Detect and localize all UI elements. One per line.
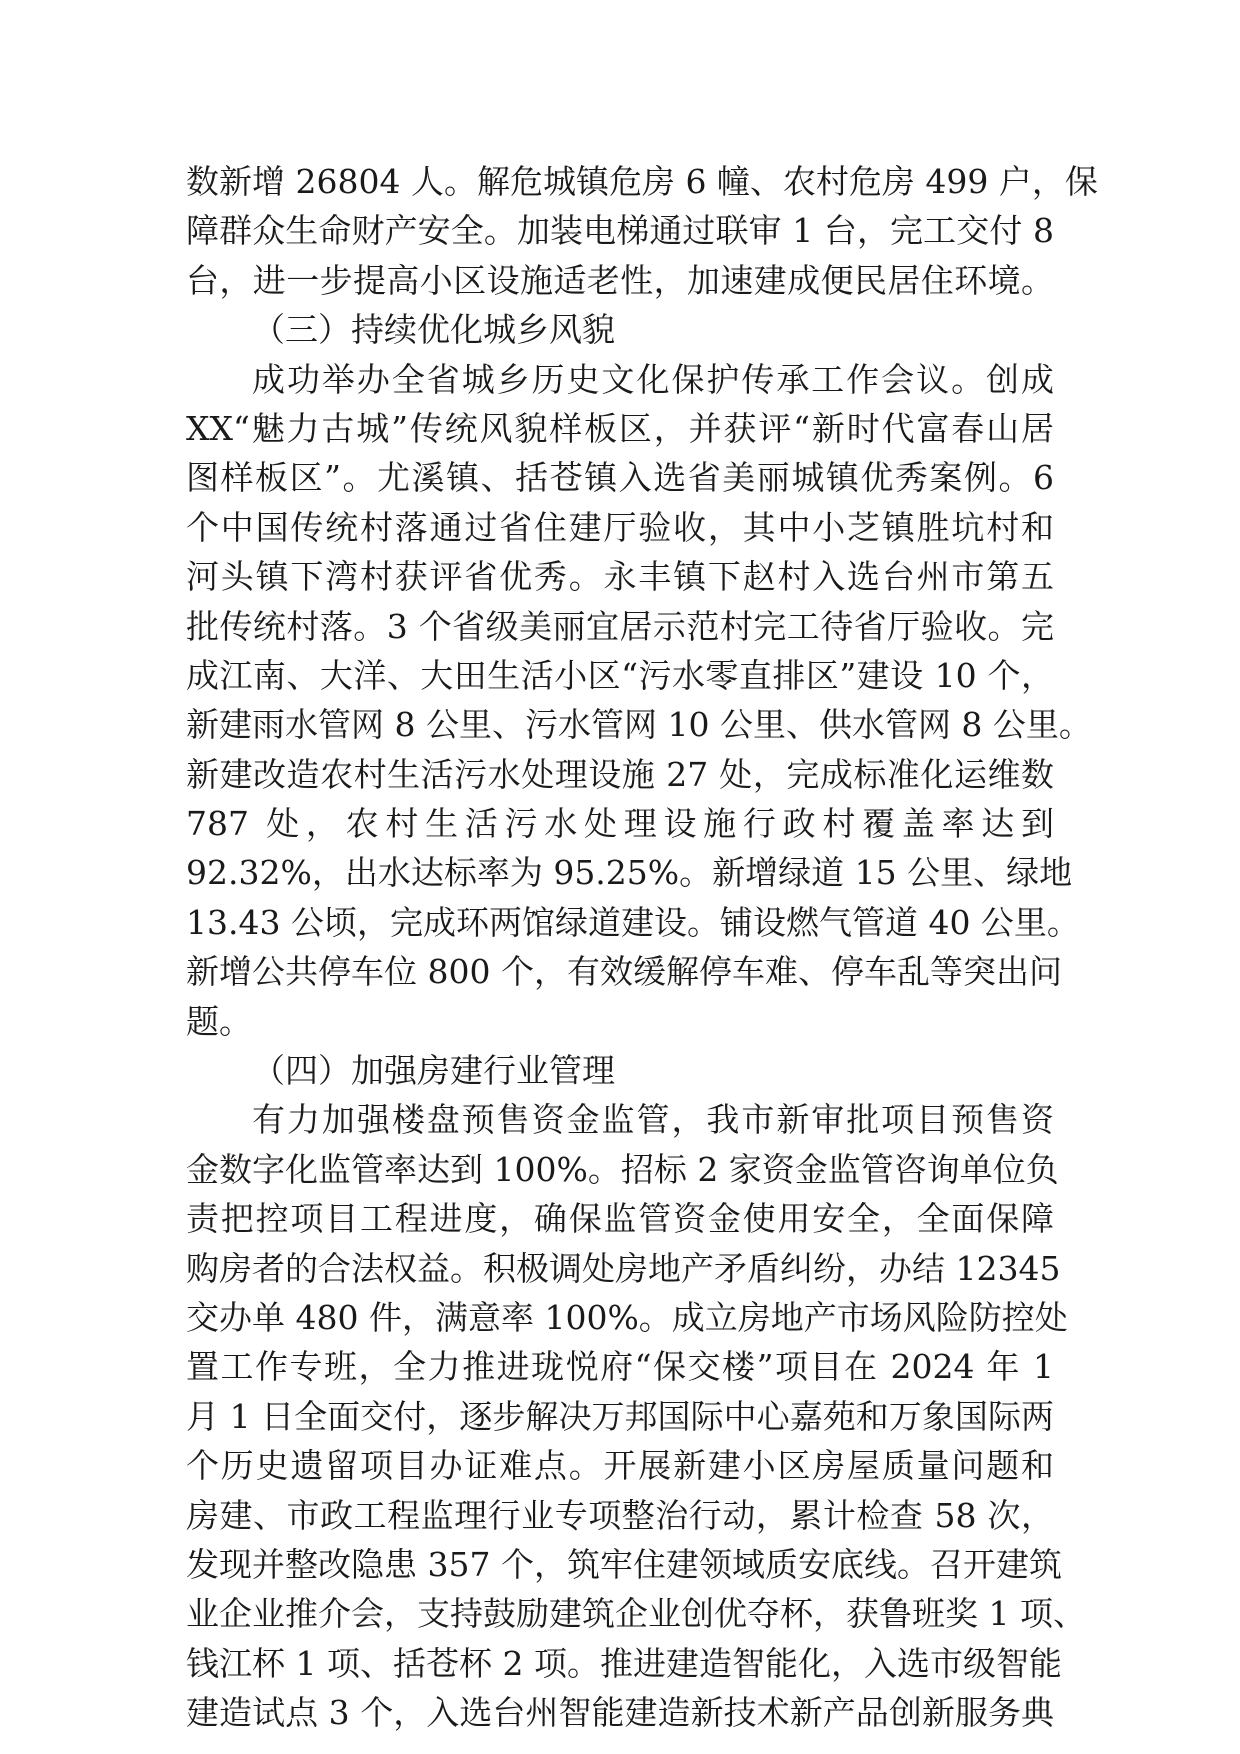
document-body — [186, 157, 1098, 1738]
paragraph-line: 建造试点 3 个，入选台州智能建造新技术新产品创新服务典 — [186, 1693, 1054, 1733]
paragraph-line: 月 1 日全面交付，逐步解决万邦国际中心嘉苑和万象国际两 — [186, 1396, 1054, 1436]
paragraph-line: 个历史遗留项目办证难点。开展新建小区房屋质量问题和 — [186, 1446, 1054, 1486]
section-heading: （四）加强房建行业管理 — [252, 1051, 615, 1091]
paragraph-line: 河头镇下湾村获评省优秀。永丰镇下赵村入选台州市第五 — [186, 557, 1054, 597]
paragraph-line: 发现并整改隐患 357 个，筑牢住建领域质安底线。召开建筑 — [186, 1544, 1062, 1584]
paragraph-line: 业企业推介会，支持鼓励建筑企业创优夺杯，获鲁班奖 1 项、 — [186, 1594, 1086, 1634]
paragraph-line: XX“魅力古城”传统风貌样板区，并获评“新时代富春山居 — [186, 408, 1054, 448]
paragraph-line: 钱江杯 1 项、括苍杯 2 项。推进建造智能化，入选市级智能 — [186, 1643, 1062, 1683]
paragraph-line: 新建改造农村生活污水处理设施 27 处，完成标准化运维数 — [186, 754, 1054, 794]
paragraph-line: 责把控项目工程进度，确保监管资金使用安全，全面保障 — [186, 1199, 1054, 1239]
paragraph-line: 成功举办全省城乡历史文化保护传承工作会议。创成 — [252, 359, 1054, 399]
paragraph-line: 92.32%，出水达标率为 95.25%。新增绿道 15 公里、绿地 — [186, 853, 1073, 893]
paragraph-line: 787 处，农村生活污水处理设施行政村覆盖率达到 — [186, 804, 1054, 844]
paragraph-line: 图样板区”。尤溪镇、括苍镇入选省美丽城镇优秀案例。6 — [186, 458, 1054, 498]
paragraph-line: 题。 — [186, 1001, 252, 1041]
paragraph-line: 成江南、大洋、大田生活小区“污水零直排区”建设 10 个， — [186, 655, 1054, 695]
paragraph-line: 置工作专班，全力推进珑悦府“保交楼”项目在 2024 年 1 — [186, 1347, 1054, 1387]
paragraph-line: 批传统村落。3 个省级美丽宜居示范村完工待省厅验收。完 — [186, 606, 1054, 646]
paragraph-line: 有力加强楼盘预售资金监管，我市新审批项目预售资 — [252, 1100, 1054, 1140]
section-heading: （三）持续优化城乡风貌 — [252, 310, 615, 350]
paragraph-line: 新增公共停车位 800 个，有效缓解停车难、停车乱等突出问 — [186, 952, 1062, 992]
paragraph-line: 个中国传统村落通过省住建厅验收，其中小芝镇胜坑村和 — [186, 507, 1054, 547]
paragraph-line: 购房者的合法权益。积极调处房地产矛盾纠纷，办结 12345 — [186, 1248, 1061, 1288]
paragraph-line: 障群众生命财产安全。加装电梯通过联审 1 台，完工交付 8 — [186, 211, 1054, 251]
paragraph-line: 新建雨水管网 8 公里、污水管网 10 公里、供水管网 8 公里。 — [186, 705, 1092, 745]
paragraph-line: 台，进一步提高小区设施适老性，加速建成便民居住环境。 — [186, 260, 1054, 300]
paragraph-line: 数新增 26804 人。解危城镇危房 6 幢、农村危房 499 户，保 — [186, 162, 1098, 201]
paragraph-line: 交办单 480 件，满意率 100%。成立房地产市场风险防控处 — [186, 1297, 1068, 1337]
paragraph-line: 金数字化监管率达到 100%。招标 2 家资金监管咨询单位负 — [186, 1149, 1059, 1189]
paragraph-line: 13.43 公顷，完成环两馆绿道建设。铺设燃气管道 40 公里。 — [186, 902, 1080, 942]
paragraph-line: 房建、市政工程监理行业专项整治行动，累计检查 58 次， — [186, 1495, 1054, 1535]
